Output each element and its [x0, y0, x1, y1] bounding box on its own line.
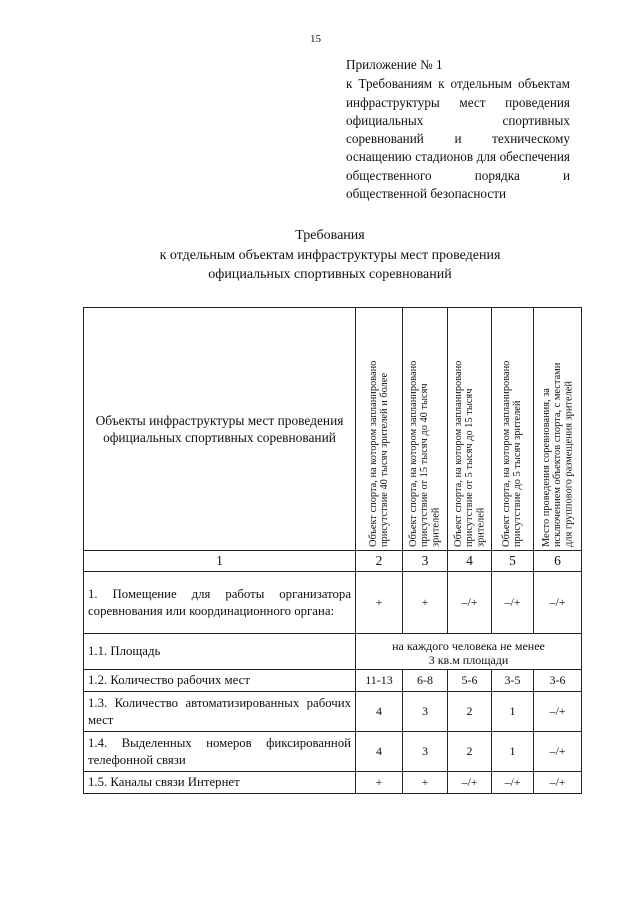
table-cell: 4 — [356, 732, 403, 772]
appendix-title: Приложение № 1 — [346, 57, 443, 72]
row-label: 1. Помещение для работы организатора соревнования или координационного органа: — [84, 572, 356, 634]
appendix-text: к Требованиям к отдельным объектам инфраструктуры мест проведения официальных спортивных соревнований и техническому оснащению стадионов для обеспечения общественного порядка и общественной безопасности — [346, 76, 570, 202]
table-cell: –/+ — [448, 772, 492, 794]
table-cell: 3 — [403, 732, 448, 772]
table-cell: 6-8 — [403, 670, 448, 692]
table-cell: –/+ — [534, 692, 582, 732]
header-col-3: Объект спорта, на котором запланировано присутствие от 15 тысяч до 40 тысяч зрителей — [403, 308, 448, 551]
appendix-block — [346, 56, 570, 203]
table-row — [84, 670, 582, 692]
table-cell: 4 — [356, 692, 403, 732]
table-cell: 1 — [492, 732, 534, 772]
table-row — [84, 772, 582, 794]
table-cell: –/+ — [534, 732, 582, 772]
table-cell: + — [403, 772, 448, 794]
header-col-5: Объект спорта, на котором запланировано присутствие до 5 тысяч зрителей — [492, 308, 534, 551]
table-cell: + — [403, 572, 448, 634]
table-cell: –/+ — [492, 772, 534, 794]
page-number: 15 — [310, 33, 321, 45]
table-cell: + — [356, 572, 403, 634]
table-cell: –/+ — [492, 572, 534, 634]
table-row — [84, 634, 582, 670]
table-cell: 2 — [448, 692, 492, 732]
table-cell: –/+ — [448, 572, 492, 634]
row-label: 1.5. Каналы связи Интернет — [84, 772, 356, 794]
table-row — [84, 572, 582, 634]
number-row — [84, 551, 582, 572]
requirements-table — [83, 307, 582, 794]
header-col-6: Место проведения соревнования, за исключением объектов спорта, с местами для группового размещения зрителей — [534, 308, 582, 551]
table-cell: 1 — [492, 692, 534, 732]
area-line-1: на каждого человека не менее — [392, 638, 545, 653]
col-number: 2 — [356, 551, 403, 572]
header-objects: Объекты инфраструктуры мест проведения официальных спортивных соревнований — [84, 308, 356, 551]
table-cell: 3-5 — [492, 670, 534, 692]
title-line-2: к отдельным объектам инфраструктуры мест проведения — [159, 247, 501, 263]
title-line-3: официальных спортивных соревнований — [208, 267, 452, 282]
row-label: 1.4. Выделенных номеров фиксированной телефонной связи — [84, 732, 356, 772]
col-number: 3 — [403, 551, 448, 572]
header-col-2: Объект спорта, на котором запланировано присутствие 40 тысяч зрителей и более — [356, 308, 403, 551]
header-col-4: Объект спорта, на котором запланировано присутствие от 5 тысяч до 15 тысяч зрителей — [448, 308, 492, 551]
table-cell: –/+ — [534, 772, 582, 794]
header-row — [84, 308, 582, 551]
document-title — [60, 226, 600, 285]
title-line-1: Требования — [295, 228, 365, 243]
col-number: 1 — [84, 551, 356, 572]
table-row — [84, 732, 582, 772]
table-cell: 11-13 — [356, 670, 403, 692]
table-cell: + — [356, 772, 403, 794]
table-cell: 2 — [448, 732, 492, 772]
row-label: 1.2. Количество рабочих мест — [84, 670, 356, 692]
col-number: 4 — [448, 551, 492, 572]
row-label: 1.3. Количество автоматизированных рабочих мест — [84, 692, 356, 732]
col-number: 5 — [492, 551, 534, 572]
table-cell: –/+ — [534, 572, 582, 634]
row-label: 1.1. Площадь — [84, 634, 356, 670]
table-cell: 5-6 — [448, 670, 492, 692]
table-row — [84, 692, 582, 732]
area-line-2: 3 кв.м площади — [428, 652, 509, 667]
area-requirement — [356, 634, 582, 670]
col-number: 6 — [534, 551, 582, 572]
table-cell: 3-6 — [534, 670, 582, 692]
table-cell: 3 — [403, 692, 448, 732]
